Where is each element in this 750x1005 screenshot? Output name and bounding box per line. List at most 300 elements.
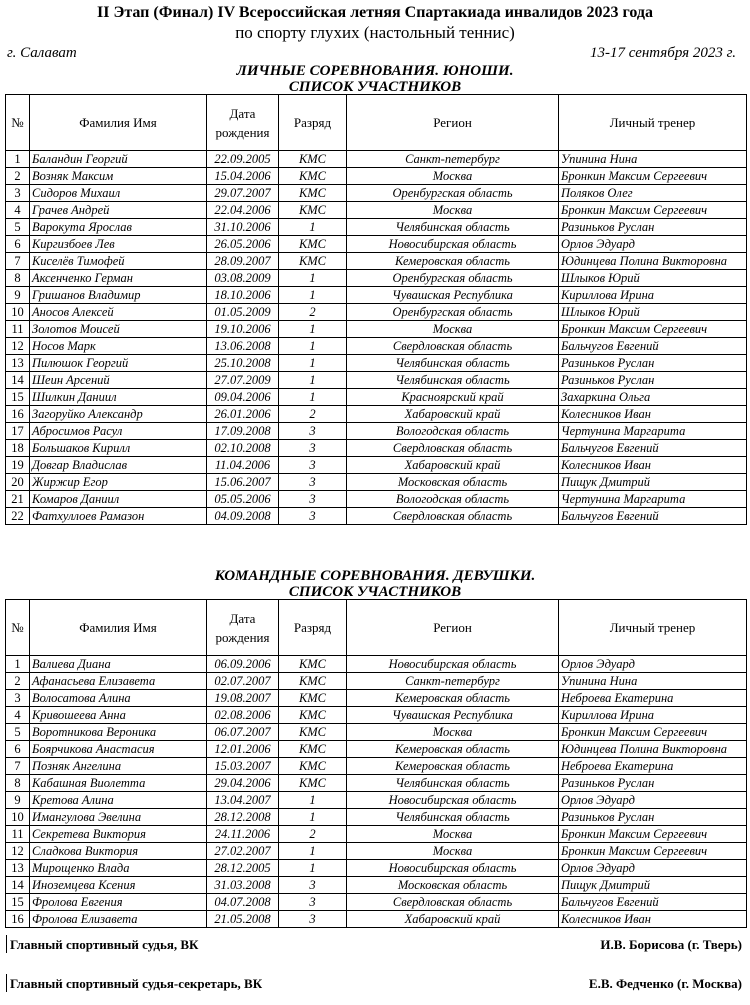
cell-rank: КМС [279,236,347,253]
table-row [6,877,747,894]
cell-region: Челябинская область [347,355,559,372]
table-row [6,690,747,707]
cell-coach: Бронкин Максим Сергеевич [559,843,747,860]
cell-rank: 3 [279,508,347,525]
table-row [6,355,747,372]
cell-num: 5 [6,219,30,236]
cell-name: Носов Марк [30,338,207,355]
cell-dob: 19.08.2007 [207,690,279,707]
table-row [6,809,747,826]
cell-rank: 1 [279,355,347,372]
cell-name: Шилкин Даниил [30,389,207,406]
cell-coach: Упинина Нина [559,673,747,690]
cell-dob: 01.05.2009 [207,304,279,321]
cell-rank: КМС [279,758,347,775]
table-row [6,775,747,792]
cell-name: Фролова Елизавета [30,911,207,928]
cell-name: Возняк Максим [30,168,207,185]
cell-coach: Колесников Иван [559,406,747,423]
cell-coach: Чертунина Маргарита [559,423,747,440]
cell-dob: 02.08.2006 [207,707,279,724]
cell-region: Москва [347,321,559,338]
col-region-header: Регион [347,600,559,656]
table-row [6,491,747,508]
cell-dob: 24.11.2006 [207,826,279,843]
table-row [6,219,747,236]
cell-num: 20 [6,474,30,491]
cell-rank: 1 [279,843,347,860]
cell-coach: Орлов Эдуард [559,860,747,877]
table-row [6,287,747,304]
cell-coach: Упинина Нина [559,151,747,168]
cell-num: 16 [6,911,30,928]
cell-region: Новосибирская область [347,860,559,877]
cell-num: 1 [6,151,30,168]
table-row [6,185,747,202]
cell-region: Санкт-петербург [347,673,559,690]
col-dob-header [207,600,279,656]
cell-dob: 15.06.2007 [207,474,279,491]
cell-rank: 1 [279,389,347,406]
cell-region: Челябинская область [347,809,559,826]
cell-dob: 04.07.2008 [207,894,279,911]
cell-rank: 3 [279,423,347,440]
col-dob-header [207,95,279,151]
cell-name: Позняк Ангелина [30,758,207,775]
cell-coach: Шлыков Юрий [559,304,747,321]
cell-region: Вологодская область [347,423,559,440]
cell-num: 13 [6,860,30,877]
cell-dob: 11.04.2006 [207,457,279,474]
table-row [6,826,747,843]
table-row [6,894,747,911]
cell-name: Довгар Владислав [30,457,207,474]
cell-region: Москва [347,168,559,185]
cell-region: Оренбургская область [347,304,559,321]
cell-rank: 1 [279,792,347,809]
cell-dob: 26.05.2006 [207,236,279,253]
cell-rank: КМС [279,253,347,270]
cell-dob: 09.04.2006 [207,389,279,406]
cell-num: 14 [6,877,30,894]
cell-num: 2 [6,168,30,185]
cell-region: Свердловская область [347,894,559,911]
cell-region: Новосибирская область [347,656,559,673]
cell-name: Кретова Алина [30,792,207,809]
cell-dob: 18.10.2006 [207,287,279,304]
cell-coach: Кириллова Ирина [559,707,747,724]
section2-title-line2: СПИСОК УЧАСТНИКОВ [288,584,462,600]
cell-region: Вологодская область [347,491,559,508]
cell-num: 14 [6,372,30,389]
table-row [6,304,747,321]
cell-name: Загоруйко Александр [30,406,207,423]
cell-dob: 22.04.2006 [207,202,279,219]
table-row [6,440,747,457]
cell-name: Киргизбоев Лев [30,236,207,253]
cell-dob: 28.12.2008 [207,809,279,826]
col-rank-header: Разряд [279,600,347,656]
table-header-row [6,600,747,656]
cell-region: Новосибирская область [347,792,559,809]
cell-name: Аксенченко Герман [30,270,207,287]
cell-name: Имангулова Эвелина [30,809,207,826]
cell-rank: КМС [279,690,347,707]
cell-num: 7 [6,253,30,270]
table-row [6,792,747,809]
cell-name: Комаров Даниил [30,491,207,508]
cell-coach: Бронкин Максим Сергеевич [559,826,747,843]
cell-rank: 2 [279,826,347,843]
cell-region: Кемеровская область [347,253,559,270]
document-title: II Этап (Финал) IV Всероссийская летняя Спартакиада инвалидов 2023 года [97,4,653,21]
cell-coach: Бальчугов Евгений [559,508,747,525]
participants-table-girls [5,599,747,928]
table-row [6,707,747,724]
cell-rank: 1 [279,270,347,287]
cell-dob: 27.02.2007 [207,843,279,860]
chief-secretary-name: Е.В. Федченко (г. Москва) [588,976,742,991]
table-row [6,457,747,474]
cell-coach: Юдинцева Полина Викторовна [559,253,747,270]
cell-region: Хабаровский край [347,406,559,423]
cell-dob: 04.09.2008 [207,508,279,525]
cell-num: 3 [6,185,30,202]
cell-num: 16 [6,406,30,423]
table-row [6,860,747,877]
col-name-header: Фамилия Имя [30,600,207,656]
cell-num: 18 [6,440,30,457]
cell-name: Аносов Алексей [30,304,207,321]
cell-name: Валиева Диана [30,656,207,673]
table-row [6,474,747,491]
table-row [6,656,747,673]
cell-region: Челябинская область [347,219,559,236]
cell-region: Московская область [347,877,559,894]
cell-num: 21 [6,491,30,508]
cell-rank: КМС [279,185,347,202]
cell-region: Москва [347,843,559,860]
cell-region: Челябинская область [347,775,559,792]
cell-rank: 2 [279,406,347,423]
cell-region: Красноярский край [347,389,559,406]
cell-num: 6 [6,236,30,253]
cell-name: Мирощенко Влада [30,860,207,877]
cell-region: Чувашская Республика [347,707,559,724]
cell-coach: Бронкин Максим Сергеевич [559,168,747,185]
table-row [6,372,747,389]
cell-region: Москва [347,826,559,843]
cell-coach: Неброева Екатерина [559,690,747,707]
cell-region: Оренбургская область [347,185,559,202]
table-row [6,168,747,185]
section1-title [0,63,750,95]
cell-name: Сладкова Виктория [30,843,207,860]
cell-rank: 1 [279,321,347,338]
cell-region: Кемеровская область [347,758,559,775]
cell-rank: КМС [279,775,347,792]
col-dob-line1: Дата [229,610,256,626]
cell-rank: 3 [279,491,347,508]
cell-num: 22 [6,508,30,525]
table-row [6,236,747,253]
cell-rank: КМС [279,168,347,185]
cell-coach: Бронкин Максим Сергеевич [559,321,747,338]
cell-num: 17 [6,423,30,440]
cell-rank: 1 [279,860,347,877]
cell-coach: Захаркина Ольга [559,389,747,406]
section2-title [0,568,750,600]
cell-dob: 03.08.2009 [207,270,279,287]
cell-name: Грачев Андрей [30,202,207,219]
cell-rank: 3 [279,894,347,911]
cell-region: Москва [347,202,559,219]
cell-dob: 06.09.2006 [207,656,279,673]
cell-coach: Пищук Дмитрий [559,877,747,894]
cell-dob: 27.07.2009 [207,372,279,389]
cell-coach: Орлов Эдуард [559,236,747,253]
col-dob-line2: рождения [215,629,270,645]
cell-name: Варокута Ярослав [30,219,207,236]
col-coach-header: Личный тренер [559,95,747,151]
cell-num: 19 [6,457,30,474]
table-row [6,911,747,928]
cell-coach: Чертунина Маргарита [559,491,747,508]
cell-rank: КМС [279,707,347,724]
cell-coach: Разиньков Руслан [559,372,747,389]
cell-rank: 3 [279,457,347,474]
table-row [6,423,747,440]
cell-coach: Юдинцева Полина Викторовна [559,741,747,758]
cell-coach: Разиньков Руслан [559,809,747,826]
chief-judge-label: Главный спортивный судья, ВК [10,937,199,952]
cell-dob: 13.06.2008 [207,338,279,355]
event-place: г. Салават [7,45,77,61]
cell-num: 6 [6,741,30,758]
cell-name: Киселёв Тимофей [30,253,207,270]
cell-dob: 12.01.2006 [207,741,279,758]
cell-coach: Неброева Екатерина [559,758,747,775]
cell-rank: 3 [279,474,347,491]
cell-num: 9 [6,792,30,809]
cell-name: Жиржир Егор [30,474,207,491]
table-row [6,758,747,775]
cell-region: Новосибирская область [347,236,559,253]
section2-title-line1: КОМАНДНЫЕ СОРЕВНОВАНИЯ. ДЕВУШКИ. [214,568,536,584]
table-row [6,202,747,219]
cell-name: Кривошеева Анна [30,707,207,724]
cell-coach: Бальчугов Евгений [559,894,747,911]
cell-name: Гришанов Владимир [30,287,207,304]
cell-dob: 25.10.2008 [207,355,279,372]
cell-name: Афанасьева Елизавета [30,673,207,690]
cell-num: 2 [6,673,30,690]
cell-name: Пилюшок Георгий [30,355,207,372]
col-region-header: Регион [347,95,559,151]
table-body-girls [6,656,747,928]
cell-rank: КМС [279,656,347,673]
cell-num: 5 [6,724,30,741]
table-row [6,508,747,525]
table-row [6,741,747,758]
cell-num: 11 [6,321,30,338]
cell-rank: 1 [279,809,347,826]
section1-title-line2: СПИСОК УЧАСТНИКОВ [288,79,462,95]
col-dob-line1: Дата [229,105,256,121]
document-subtitle: по спорту глухих (настольный теннис) [235,23,515,42]
cell-num: 13 [6,355,30,372]
cell-coach: Шлыков Юрий [559,270,747,287]
cell-rank: 3 [279,877,347,894]
event-dates: 13-17 сентября 2023 г. [589,45,736,61]
cell-name: Баландин Георгий [30,151,207,168]
cell-rank: 1 [279,338,347,355]
cell-rank: КМС [279,724,347,741]
cell-coach: Орлов Эдуард [559,656,747,673]
col-dob-line2: рождения [215,124,270,140]
cell-dob: 26.01.2006 [207,406,279,423]
cell-rank: 1 [279,287,347,304]
cell-name: Иноземцева Ксения [30,877,207,894]
table-row [6,151,747,168]
cell-dob: 22.09.2005 [207,151,279,168]
cell-region: Челябинская область [347,372,559,389]
cell-region: Кемеровская область [347,690,559,707]
table-row [6,338,747,355]
cell-coach: Бальчугов Евгений [559,440,747,457]
col-coach-header: Личный тренер [559,600,747,656]
cell-dob: 17.09.2008 [207,423,279,440]
table-row [6,673,747,690]
cell-num: 8 [6,775,30,792]
cell-dob: 19.10.2006 [207,321,279,338]
cell-name: Большаков Кирилл [30,440,207,457]
cell-dob: 21.05.2008 [207,911,279,928]
table-row [6,270,747,287]
chief-judge-name: И.В. Борисова (г. Тверь) [600,937,742,952]
cell-dob: 13.04.2007 [207,792,279,809]
cell-dob: 29.07.2007 [207,185,279,202]
cell-dob: 02.07.2007 [207,673,279,690]
cell-num: 3 [6,690,30,707]
cell-rank: 1 [279,219,347,236]
cell-name: Волосатова Алина [30,690,207,707]
signature-bar [6,974,7,992]
cell-dob: 31.03.2008 [207,877,279,894]
cell-coach: Разиньков Руслан [559,355,747,372]
cell-name: Шеин Арсений [30,372,207,389]
cell-region: Оренбургская область [347,270,559,287]
cell-coach: Пищук Дмитрий [559,474,747,491]
table-row [6,253,747,270]
cell-dob: 15.04.2006 [207,168,279,185]
cell-num: 4 [6,202,30,219]
cell-region: Санкт-петербург [347,151,559,168]
cell-name: Кабашная Виолетта [30,775,207,792]
cell-num: 15 [6,389,30,406]
cell-region: Москва [347,724,559,741]
cell-num: 1 [6,656,30,673]
col-num-header: № [6,600,30,656]
cell-rank: 3 [279,911,347,928]
cell-coach: Разиньков Руслан [559,775,747,792]
cell-coach: Бронкин Максим Сергеевич [559,202,747,219]
table-row [6,843,747,860]
cell-num: 12 [6,338,30,355]
cell-coach: Поляков Олег [559,185,747,202]
cell-region: Свердловская область [347,440,559,457]
cell-rank: КМС [279,741,347,758]
cell-num: 12 [6,843,30,860]
cell-region: Чувашская Республика [347,287,559,304]
chief-secretary-label: Главный спортивный судья-секретарь, ВК [10,976,263,991]
cell-name: Сидоров Михаил [30,185,207,202]
cell-rank: 1 [279,372,347,389]
signature-bar [6,935,7,953]
cell-coach: Бронкин Максим Сергеевич [559,724,747,741]
cell-dob: 15.03.2007 [207,758,279,775]
cell-num: 15 [6,894,30,911]
col-rank-header: Разряд [279,95,347,151]
table-row [6,389,747,406]
table-row [6,724,747,741]
cell-rank: КМС [279,673,347,690]
cell-coach: Колесников Иван [559,457,747,474]
cell-dob: 31.10.2006 [207,219,279,236]
col-name-header: Фамилия Имя [30,95,207,151]
cell-num: 9 [6,287,30,304]
cell-region: Кемеровская область [347,741,559,758]
cell-dob: 28.12.2005 [207,860,279,877]
cell-rank: 2 [279,304,347,321]
col-num-header: № [6,95,30,151]
cell-coach: Бальчугов Евгений [559,338,747,355]
cell-rank: КМС [279,151,347,168]
cell-num: 8 [6,270,30,287]
participants-table-boys [5,94,747,525]
cell-region: Хабаровский край [347,457,559,474]
cell-region: Свердловская область [347,508,559,525]
cell-num: 4 [6,707,30,724]
section1-title-line1: ЛИЧНЫЕ СОРЕВНОВАНИЯ. ЮНОШИ. [236,63,514,79]
cell-coach: Кириллова Ирина [559,287,747,304]
cell-num: 7 [6,758,30,775]
cell-name: Фатхуллоев Рамазон [30,508,207,525]
cell-rank: КМС [279,202,347,219]
cell-name: Абросимов Расул [30,423,207,440]
cell-rank: 3 [279,440,347,457]
cell-dob: 02.10.2008 [207,440,279,457]
table-row [6,321,747,338]
cell-dob: 05.05.2006 [207,491,279,508]
cell-num: 10 [6,809,30,826]
cell-dob: 29.04.2006 [207,775,279,792]
cell-region: Московская область [347,474,559,491]
cell-coach: Орлов Эдуард [559,792,747,809]
cell-name: Воротникова Вероника [30,724,207,741]
cell-name: Золотов Моисей [30,321,207,338]
cell-coach: Колесников Иван [559,911,747,928]
cell-dob: 28.09.2007 [207,253,279,270]
cell-name: Фролова Евгения [30,894,207,911]
table-header-row [6,95,747,151]
cell-coach: Разиньков Руслан [559,219,747,236]
cell-dob: 06.07.2007 [207,724,279,741]
table-row [6,406,747,423]
cell-name: Боярчикова Анастасия [30,741,207,758]
cell-region: Хабаровский край [347,911,559,928]
cell-region: Свердловская область [347,338,559,355]
